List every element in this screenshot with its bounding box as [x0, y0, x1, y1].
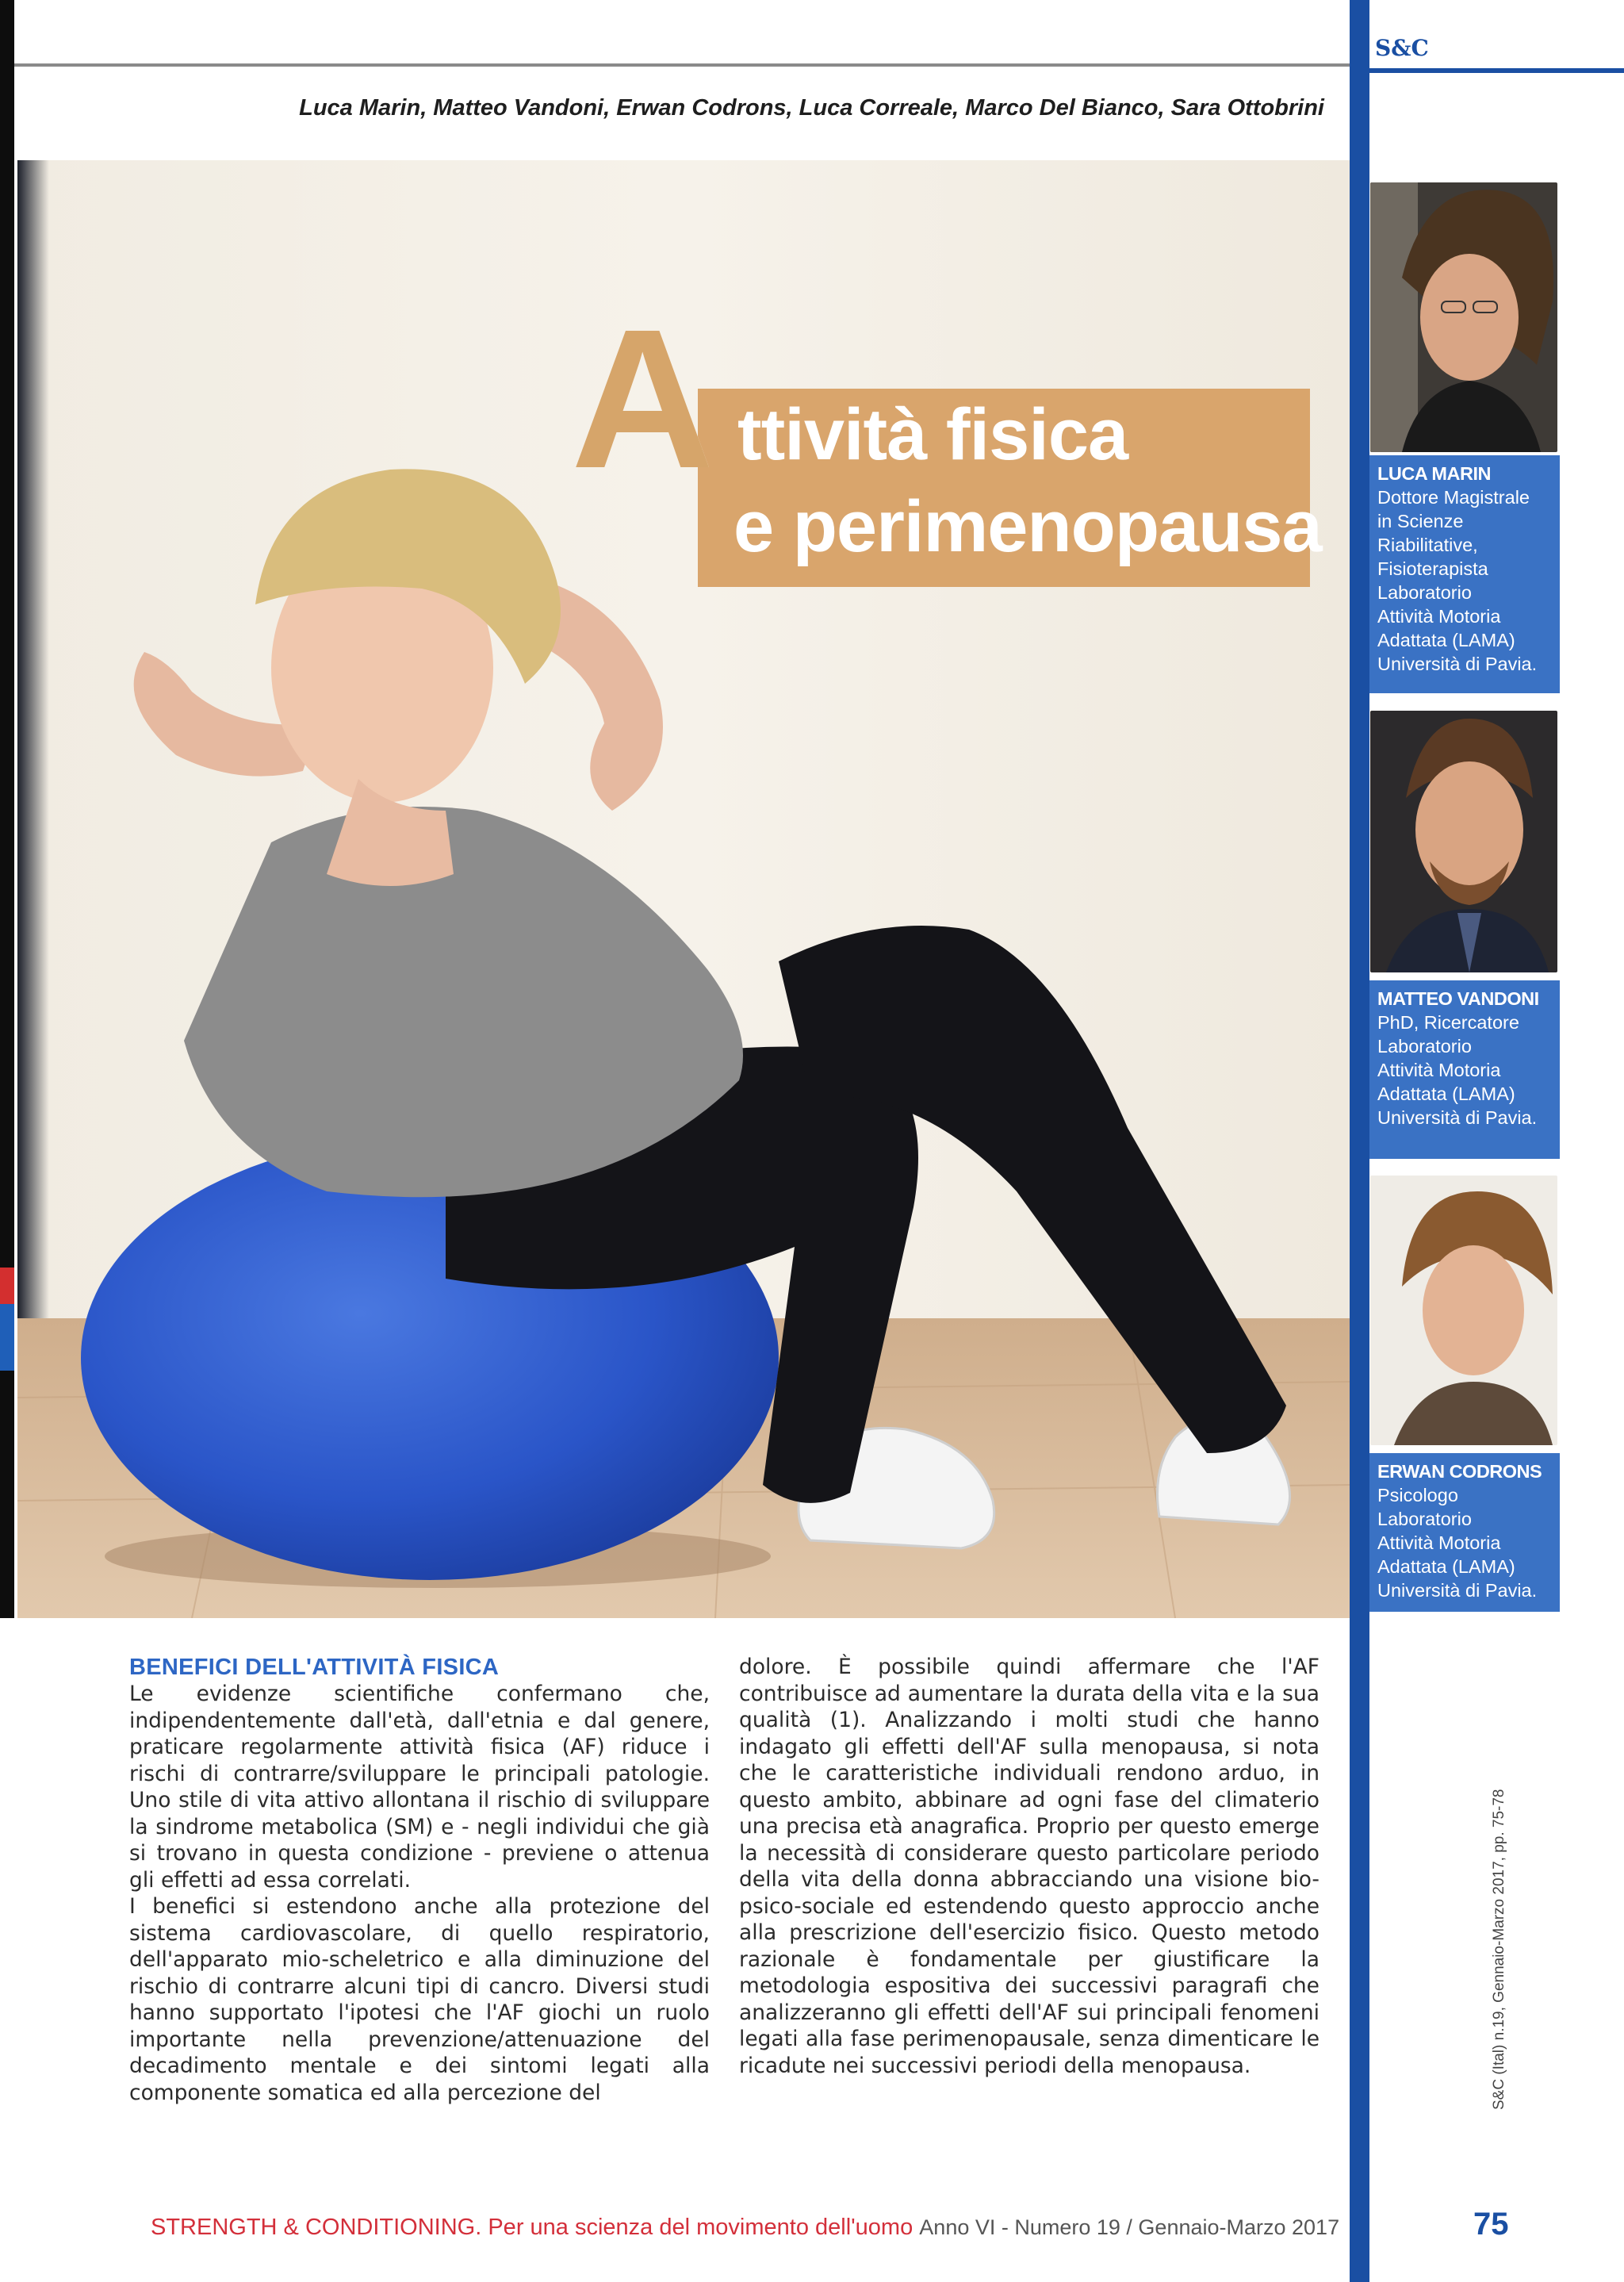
- issue-info: Anno VI - Numero 19 / Gennaio-Marzo 2017: [919, 2215, 1340, 2239]
- author-role-line: Università di Pavia.: [1377, 1580, 1538, 1601]
- author-role-line: Attività Motoria: [1377, 606, 1501, 627]
- author-role-line: Adattata (LAMA): [1377, 630, 1515, 650]
- author-role-line: Attività Motoria: [1377, 1060, 1501, 1080]
- author-role-line: Riabilitative,: [1377, 535, 1478, 555]
- vertical-citation: S&C (Ital) n.19, Gennaio-Marzo 2017, pp. 75-78: [1491, 1789, 1507, 2110]
- paragraph: I benefici si estendono anche alla protezione del sistema cardiovascolare, di quello respiratorio, dell'apparato mio-scheletrico e alla diminuzione del rischio di contrarre alcuni tipi di cancro. Diversi studi hanno supportato l'ipotesi che l'AF giochi un ruolo importante nella prevenzione/attenuazione del decadimento mentale e dei sintomi legati alla componente somatica ed alla percezione del: [129, 1894, 710, 2105]
- paragraph: dolore. È possibile quindi affermare che l'AF contribuisce ad aumentare la durata della vita e la sua qualità (1). Analizzando i molti studi che hanno indagato gli effetti dell'AF sulla menopausa, si nota che le caratteristiche individuali rendono arduo, in questo ambito, abbinare ad ogni fase del climaterio una precisa età anagrafica. Proprio per questo emerge la necessità di considerare questo particolare periodo della vita della donna abbracciando una visione bio-psico-sociale ed estendendo questo approccio anche alla prescrizione dell'esercizio fisico. Questo metodo razionale è fondamentale per giustificare la metodologia espositiva dei successivi paragrafi che analizzeranno gli effetti dell'AF sui principali fenomeni legati alla fase perimenopausale, senza dimenticare le ricadute nei successivi periodi della menopausa.: [739, 1655, 1320, 2078]
- author-role-line: Adattata (LAMA): [1377, 1556, 1515, 1577]
- paragraph: Le evidenze scientifiche confermano che, indipendentemente dall'età, dall'etnia e dal genere, praticare regolarmente attività fisica (AF) riduce i rischi di contrarre/sviluppare le principali patologie. Uno stile di vita attivo allontana il rischio di sviluppare la sindrome metabolica (SM) e - negli individui che già si trovano in questa condizione - previene o attenua gli effetti ad essa correlati.: [129, 1682, 710, 1893]
- author-card-erwan-codrons: [1369, 1453, 1560, 1612]
- author-name: LUCA MARIN: [1377, 463, 1491, 484]
- article-column-right: [739, 1654, 1320, 2114]
- title-line-1: ttività fisica: [737, 394, 1128, 475]
- author-photo-matteo-vandoni: [1370, 711, 1557, 972]
- author-role-line: Laboratorio: [1377, 1509, 1472, 1529]
- left-edge-red-mark: [0, 1268, 14, 1304]
- author-name: MATTEO VANDONI: [1377, 988, 1539, 1009]
- author-role-line: Laboratorio: [1377, 582, 1472, 603]
- left-edge-blue-mark: [0, 1304, 14, 1371]
- title-line-2: e perimenopausa: [733, 486, 1322, 567]
- author-name: ERWAN CODRONS: [1377, 1461, 1542, 1482]
- author-role-line: in Scienze: [1377, 511, 1464, 531]
- article-title: [571, 288, 1322, 609]
- left-edge-strip: [0, 0, 14, 1618]
- author-role-line: Laboratorio: [1377, 1036, 1472, 1057]
- article-column-left: [129, 1654, 710, 2114]
- authors-line: Luca Marin, Matteo Vandoni, Erwan Codrons, Luca Correale, Marco Del Bianco, Sara Ottobrini: [299, 95, 1324, 121]
- author-role-line: Adattata (LAMA): [1377, 1083, 1515, 1104]
- page-number: 75: [1473, 2207, 1509, 2242]
- author-role-line: Attività Motoria: [1377, 1532, 1501, 1553]
- author-role-line: Fisioterapista: [1377, 558, 1488, 579]
- section-heading: BENEFICI DELL'ATTIVITÀ FISICA: [129, 1655, 500, 1680]
- publication-name: STRENGTH & CONDITIONING. Per una scienza del movimento dell'uomo: [151, 2215, 914, 2240]
- author-role-line: Università di Pavia.: [1377, 1107, 1538, 1128]
- sidebar-rule: [1369, 68, 1624, 73]
- author-role-line: Dottore Magistrale: [1377, 487, 1530, 508]
- author-photo-erwan-codrons: [1370, 1176, 1557, 1445]
- author-role-line: Psicologo: [1377, 1485, 1458, 1505]
- author-card-matteo-vandoni: [1369, 980, 1560, 1159]
- journal-mark: S&C: [1375, 35, 1429, 61]
- sidebar-accent-bar: [1350, 0, 1369, 2282]
- author-card-luca-marin: [1369, 455, 1560, 693]
- header-rule: [14, 63, 1350, 67]
- author-role-line: Università di Pavia.: [1377, 654, 1538, 674]
- author-photo-luca-marin: [1370, 182, 1557, 452]
- author-role-line: PhD, Ricercatore: [1377, 1012, 1519, 1033]
- page-footer: [151, 2215, 1340, 2246]
- title-initial: A: [571, 288, 714, 509]
